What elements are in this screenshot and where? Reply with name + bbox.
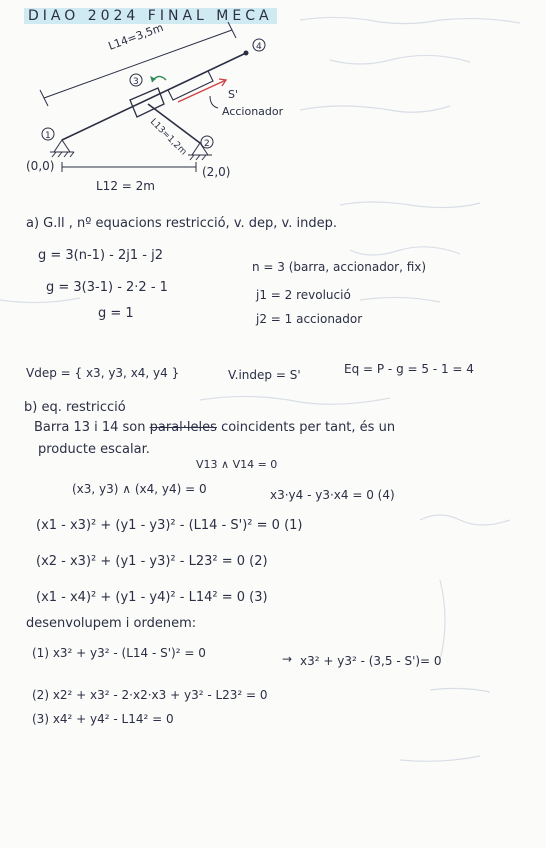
developed-eq-1-numeric: x3² + y3² - (3,5 - S')= 0 <box>300 654 442 668</box>
develop-heading: desenvolupem i ordenem: <box>26 616 197 631</box>
developed-eq-2: (2) x2² + x3² - 2·x2·x3 + y3² - L23² = 0 <box>32 688 268 702</box>
constraint-4: x3·y4 - y3·x4 = 0 (4) <box>270 488 395 502</box>
constraint-3: (x1 - x4)² + (y1 - y4)² - L14² = 0 (3) <box>36 590 268 605</box>
struck-word: paral·leles <box>149 420 217 435</box>
mechanism-diagram <box>0 0 546 200</box>
constraint-1: (x1 - x3)² + (y1 - y3)² - (L14 - S')² = 0 (1) <box>36 518 303 533</box>
svg-text:3: 3 <box>133 77 139 87</box>
svg-text:4: 4 <box>256 42 262 52</box>
s-label: S' <box>228 88 239 101</box>
dof-substitution: g = 3(3-1) - 2·2 - 1 <box>46 280 168 295</box>
page-title: DIAO 2024 FINAL MECA <box>24 8 277 24</box>
developed-eq-3: (3) x4² + y4² - L14² = 0 <box>32 712 174 726</box>
actuator-pointer <box>210 96 218 108</box>
n-definition: n = 3 (barra, accionador, fix) <box>252 260 427 274</box>
dof-formula: g = 3(n-1) - 2j1 - j2 <box>38 248 163 263</box>
part-b-heading: b) eq. restricció <box>24 400 126 415</box>
l12-dimension-line <box>62 162 196 172</box>
cross-product-coords: (x3, y3) ∧ (x4, y4) = 0 <box>72 482 207 496</box>
actuator-label: Accionador <box>222 105 284 118</box>
j1-definition: j1 = 2 revolució <box>256 288 351 302</box>
svg-text:2: 2 <box>204 139 210 149</box>
origin-coord: (0,0) <box>26 159 55 173</box>
cross-product-vectors: V13 ∧ V14 = 0 <box>196 458 278 471</box>
developed-eq-1: (1) x3² + y3² - (L14 - S')² = 0 <box>32 646 206 660</box>
fixed-support-1-icon <box>50 140 74 157</box>
independent-variable: V.indep = S' <box>228 368 301 382</box>
explanation-line-1: Barra 13 i 14 son paral·leles coincidents per tant, és un <box>34 420 396 435</box>
equation-count: Eq = P - g = 5 - 1 = 4 <box>344 362 474 376</box>
explanation-line-2: producte escalar. <box>38 442 150 457</box>
arrow-icon: → <box>282 652 293 666</box>
constraint-2: (x2 - x3)² + (y1 - y3)² - L23² = 0 (2) <box>36 554 268 569</box>
dependent-variables: Vdep = { x3, y3, x4, y4 } <box>26 366 180 380</box>
svg-text:1: 1 <box>45 131 51 141</box>
dof-result: g = 1 <box>98 306 134 321</box>
l13-label: L13=1,2m <box>147 117 189 158</box>
part-a-heading: a) G.ll , nº equacions restricció, v. dep, v. indep. <box>26 216 337 231</box>
end-point-4 <box>244 51 249 56</box>
l12-label: L12 = 2m <box>96 179 155 193</box>
l14-label: L14=3,5m <box>106 20 166 53</box>
j2-definition: j2 = 1 accionador <box>256 312 363 326</box>
point2-coord: (2,0) <box>202 165 231 179</box>
